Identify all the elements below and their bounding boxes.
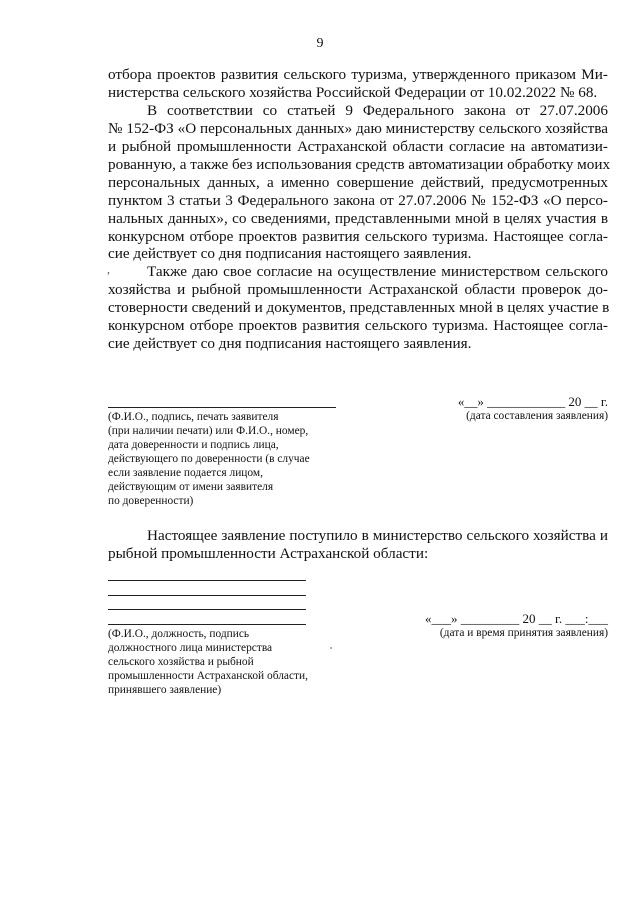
body-line: В соответствии со статьей 9 Федерального закона от 27.07.2006 (147, 102, 608, 119)
body-line: пунктом 3 статьи 3 Федерального закона от 27.07.2006 № 152-ФЗ «О персо- (108, 192, 608, 209)
body-line: стоверности сведений и документов, представленных мной в целях участие в (108, 299, 610, 316)
application-date-field: «__» ____________ 20 __ г. (457, 394, 608, 409)
body-line: Также даю свое согласие на осуществление министерством сельского (147, 263, 608, 280)
official-signature-line (108, 580, 306, 581)
applicant-caption: если заявление подается лицом, (108, 467, 263, 479)
applicant-caption: (при наличии печати) или Ф.И.О., номер, (108, 425, 309, 437)
body-line: сие действует со дня подписания настоящего заявления. (108, 245, 472, 262)
body-line: конкурсном отборе проектов развития сельского туризма. Настоящее согла- (108, 228, 608, 245)
applicant-caption: дата доверенности и подпись лица, (108, 439, 279, 451)
body-line: сие действует со дня подписания настоящего заявления. (108, 335, 472, 352)
applicant-caption: действующим от имени заявителя (108, 481, 274, 493)
receipt-line: Настоящее заявление поступило в министерство сельского хозяйства и (147, 527, 608, 544)
body-line: конкурсном отборе проектов развития сельского туризма. Настоящее согла- (108, 317, 608, 334)
official-caption: должностного лица министерства (108, 642, 273, 654)
receipt-line: рыбной промышленности Астраханской области: (108, 545, 429, 562)
official-caption: промышленности Астраханской области, (108, 670, 308, 682)
body-line: нальных данных», со сведениями, представленными мной в целях участия в (108, 210, 608, 227)
stray-mark: , (107, 262, 110, 276)
page-number: 9 (316, 36, 324, 51)
official-signature-line (108, 624, 306, 625)
applicant-caption: действующего по доверенности (в случае (108, 453, 310, 465)
body-line: нистерства сельского хозяйства Российской Федерации от 10.02.2022 № 68. (108, 84, 598, 101)
receipt-date-caption: (дата и время принятия заявления) (439, 627, 608, 639)
applicant-signature-line (108, 407, 336, 408)
body-line: хозяйства и рыбной промышленности Астраханской области проверок до- (108, 281, 608, 298)
application-date-caption: (дата составления заявления) (466, 410, 608, 422)
body-line: персональных данных, а именно совершение действий, предусмотренных (108, 174, 608, 191)
official-caption: сельского хозяйства и рыбной (108, 656, 254, 668)
body-line: и рыбной промышленности Астраханской области согласие на автоматизи- (108, 138, 608, 155)
official-caption: (Ф.И.О., должность, подпись (108, 628, 250, 640)
official-signature-line (108, 595, 306, 596)
receipt-date-field: «___» _________ 20 __ г. ___:___ (425, 611, 608, 626)
official-caption: принявшего заявление) (108, 684, 222, 696)
body-line: № 152-ФЗ «О персональных данных» даю министерству сельского хозяйства (108, 120, 608, 137)
applicant-caption: (Ф.И.О., подпись, печать заявителя (108, 411, 279, 423)
body-line: отбора проектов развития сельского туризма, утвержденного приказом Ми- (108, 66, 608, 83)
official-signature-line (108, 609, 306, 610)
applicant-caption: по доверенности) (108, 495, 194, 507)
body-line: рованную, а также без использования средств автоматизации обработку моих (108, 156, 611, 173)
scan-speck (330, 647, 332, 649)
